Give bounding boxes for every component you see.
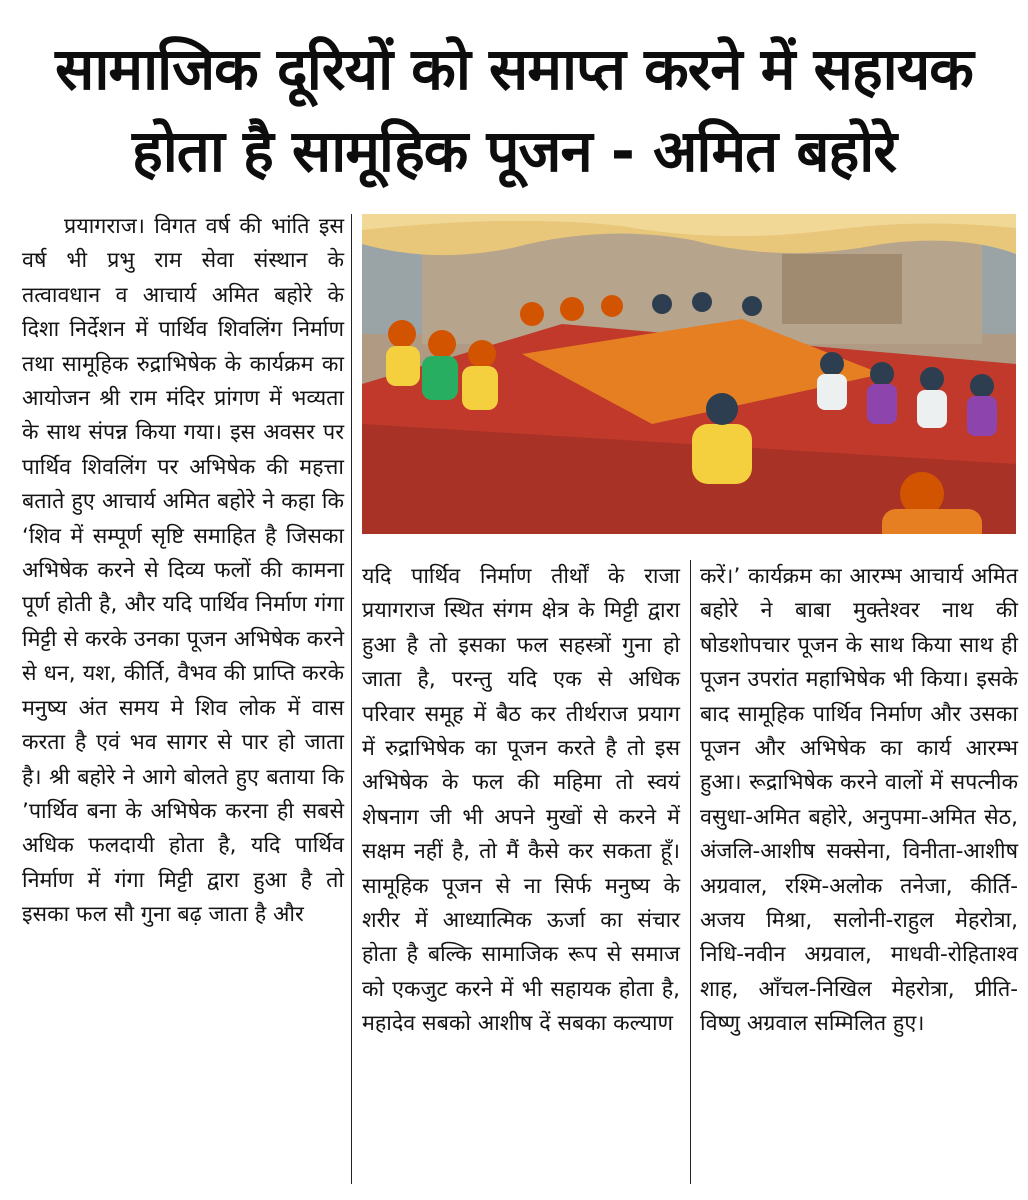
headline (20, 28, 1008, 192)
headline-line-2: होता है सामूहिक पूजन - अमित बहोरे (131, 117, 897, 185)
event-photo-illustration (362, 214, 1016, 534)
column-divider-2 (690, 560, 691, 1184)
article-column-1 (22, 210, 344, 933)
article-column-3 (700, 560, 1018, 1042)
column-3-text: करें।’ कार्यक्रम का आरम्भ आचार्य अमित बहोरे ने बाबा मुक्तेश्वर नाथ की षोडशोपचार पूजन के साथ किया साथ ही पूजन उपरांत महाभिषेक भी किया। इसके बाद सामूहिक पार्थिव निर्माण और उसका पूजन और अभिषेक का कार्य आरम्भ हुआ। रूद्राभिषेक करने वालों में सपत्नीक वसुधा-अमित बहोरे, अनुपमा-अमित सेठ, अंजलि-आशीष सक्सेना, विनीता-आशीष अग्रवाल, रश्मि-अलोक तनेजा, कीर्ति-अजय मिश्रा, सलोनी-राहुल मेहरोत्रा, निधि-नवीन अग्रवाल, माधवी-रोहिताश्व शाह, आँचल-निखिल मेहरोत्रा, प्रीति-विष्णु अग्रवाल सम्मिलित हुए। (700, 564, 1018, 1037)
article-column-2 (362, 560, 680, 1042)
event-photo (362, 214, 1016, 534)
column-1-text: प्रयागराज। विगत वर्ष की भांति इस वर्ष भी प्रभु राम सेवा संस्थान के तत्वावधान व आचार्य अमित बहोरे के दिशा निर्देशन में पार्थिव शिवलिंग निर्माण तथा सामूहिक रुद्राभिषेक के कार्यक्रम का आयोजन श्री राम मंदिर प्रांगण में भव्यता के साथ संपन्न किया गया। इस अवसर पर पार्थिव शिवलिंग पर अभिषेक की महत्ता बताते हुए आचार्य अमित बहोरे ने कहा कि ‘शिव में सम्पूर्ण सृष्टि समाहित है जिसका अभिषेक करने से दिव्य फलों की कामना पूर्ण होती है, और यदि पार्थिव निर्माण गंगा मिट्टी से करके उनका पूजन अभिषेक करने से धन, यश, कीर्ति, वैभव की प्राप्ति करके मनुष्य अंत समय मे शिव लोक में वास करता है एवं भव सागर से पार हो जाता है। श्री बहोरे ने आगे बोलते हुए बताया कि ’पार्थिव बना के अभिषेक करना ही सबसे अधिक फलदायी होता है, यदि पार्थिव निर्माण में गंगा मिट्टी द्वारा हुआ है तो इसका फल सौ गुना बढ़ जाता है और (22, 214, 344, 928)
column-divider-1 (351, 214, 352, 1184)
headline-line-1: सामाजिक दूरियों को समाप्त करने में सहायक (55, 35, 973, 103)
column-2-text: यदि पार्थिव निर्माण तीर्थों के राजा प्रयागराज स्थित संगम क्षेत्र के मिट्टी द्वारा हुआ है तो इसका फल सहस्त्रों गुना हो जाता है, परन्तु यदि एक से अधिक परिवार समूह में बैठ कर तीर्थराज प्रयाग में रुद्राभिषेक का पूजन करते है तो इस अभिषेक के फल की महिमा तो स्वयं शेषनाग जी भी अपने मुखों से करने में सक्षम नहीं है, तो मैं कैसे कर सकता हूँ। सामूहिक पूजन से ना सिर्फ मनुष्य के शरीर में आध्यात्मिक ऊर्जा का संचार होता है बल्कि सामाजिक रूप से समाज को एकजुट करने में भी सहायक होता है, महादेव सबको आशीष दें सबका कल्याण (362, 564, 680, 1037)
